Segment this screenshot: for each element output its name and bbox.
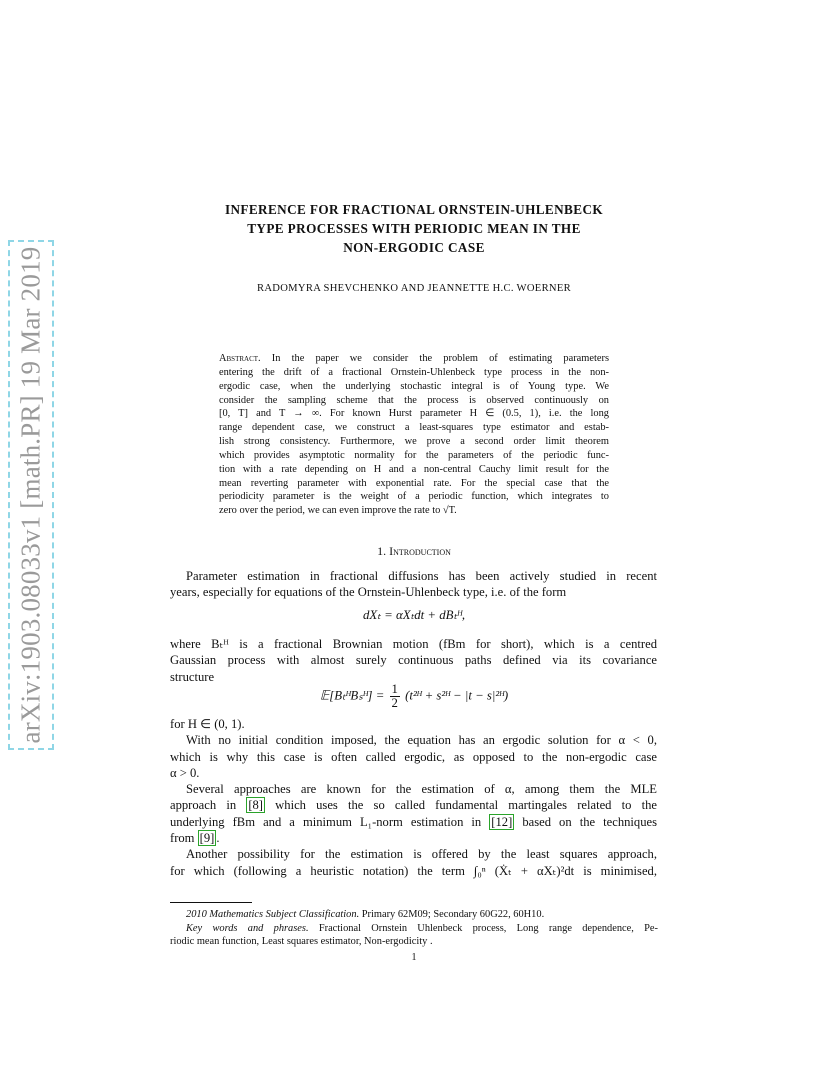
text-line: Several approaches are known for the estimation of α, among them the MLE — [186, 782, 657, 797]
abstract-line: range dependent case, we construct a least-squares type estimator and estab- — [219, 422, 609, 434]
covariance-lhs: 𝔼[BₜᴴBₛᴴ] = — [319, 688, 385, 703]
abstract-line: zero over the period, we can even improve the rate to √T. — [219, 505, 457, 517]
abstract-line: lish strong consistency. Furthermore, we prove a second order limit theorem — [219, 436, 609, 448]
abstract-line: periodicity parameter is the weight of a periodic function, which integrates to — [219, 491, 609, 503]
abstract-line: consider the sampling scheme that the process is observed continuously on — [219, 394, 609, 406]
section-heading: 1. Introduction — [377, 544, 451, 558]
covariance-rhs: (t²ᴴ + s²ᴴ − |t − s|²ᴴ) — [405, 688, 509, 703]
text-line: for which (following a heuristic notation) the term ∫₀ⁿ (Ẋₜ + αXₜ)²dt is minimised, — [170, 863, 657, 878]
text-line: structure — [170, 669, 215, 684]
fraction-denominator: 2 — [391, 696, 398, 710]
abstract-line: entering the drift of a fractional Ornstein-Uhlenbeck type process in the non- — [219, 366, 609, 378]
title-line-2: TYPE PROCESSES WITH PERIODIC MEAN IN THE — [247, 221, 581, 236]
abstract-line: [0, T] and T → ∞. For known Hurst parameter H ∈ (0.5, 1), i.e. the long — [219, 408, 609, 420]
text-line: for H ∈ (0, 1). — [170, 717, 245, 731]
text-line: With no initial condition imposed, the equation has an ergodic solution for α < 0, — [186, 733, 657, 748]
text-line: approach in [8] which uses the so called fundamental martingales related to the — [170, 798, 658, 813]
authors: RADOMYRA SHEVCHENKO AND JEANNETTE H.C. WOERNER — [256, 283, 572, 294]
paragraph-3 — [170, 716, 657, 879]
paragraph-1 — [170, 568, 657, 601]
paper-title — [170, 200, 658, 257]
page-number: 1 — [411, 952, 417, 963]
equation-ou: dXₜ = αXₜdt + dBₜᴴ, — [362, 608, 466, 622]
text-line: which is why this case is often called ergodic, as opposed to the non-ergodic case — [170, 749, 657, 764]
fraction-numerator: 1 — [391, 682, 398, 696]
citation-link-8[interactable]: [8] — [248, 798, 263, 813]
text-line: from [9] . — [170, 831, 220, 846]
text-line: underlying fBm and a minimum L₁-norm estimation in [12] based on the techniques — [170, 814, 657, 829]
abstract-line: ergodic case, when the underlying stochastic integral is of Young type. We — [219, 380, 609, 392]
abstract-label: Abstract. — [219, 353, 261, 364]
text-line: α > 0. — [170, 765, 200, 780]
abstract-line: Abstract. In the paper we consider the problem of estimating parameters — [219, 353, 609, 364]
citation-link-12[interactable]: [12] — [491, 814, 513, 829]
text-line: where Bₜᴴ is a fractional Brownian motion (fBm for short), which is a centred — [170, 637, 657, 651]
footnote-rule — [170, 902, 252, 903]
arxiv-identifier[interactable]: arXiv:1903.08033v1 [math.PR] 19 Mar 2019 — [15, 246, 46, 744]
abstract-line: which provides asymptotic normality for the parameters of the periodic func- — [219, 449, 609, 461]
text-line: Gaussian process with almost surely continuous paths defined via its covariance — [170, 653, 657, 668]
footnote-msc: 2010 Mathematics Subject Classification. Primary 62M09; Secondary 60G22, 60H10. — [186, 909, 545, 920]
equation-covariance — [170, 683, 658, 710]
footnotes — [170, 908, 658, 949]
footnote-keywords: Key words and phrases. Fractional Ornstein Uhlenbeck process, Long range dependence, Pe- — [186, 922, 658, 934]
paragraph-2 — [170, 636, 657, 685]
fraction — [390, 683, 400, 710]
abstract-line: mean reverting parameter with exponential rate. For the special case that the — [219, 477, 609, 489]
citation-link-9[interactable]: [9] — [199, 831, 215, 846]
abstract-line: tion with a rate depending on H and a non-central Cauchy limit result for the — [219, 463, 609, 475]
abstract — [219, 352, 609, 518]
text-line: years, especially for equations of the Ornstein-Uhlenbeck type, i.e. of the form — [170, 585, 567, 600]
footnote-keywords-cont: riodic mean function, Least squares estimator, Non-ergodicity . — [170, 936, 433, 948]
text-line: Parameter estimation in fractional diffusions has been actively studied in recent — [186, 569, 657, 583]
text-line: Another possibility for the estimation is offered by the least squares approach, — [186, 847, 657, 862]
title-line-1: INFERENCE FOR FRACTIONAL ORNSTEIN-UHLENBECK — [224, 202, 604, 217]
title-line-3: NON-ERGODIC CASE — [343, 240, 485, 255]
